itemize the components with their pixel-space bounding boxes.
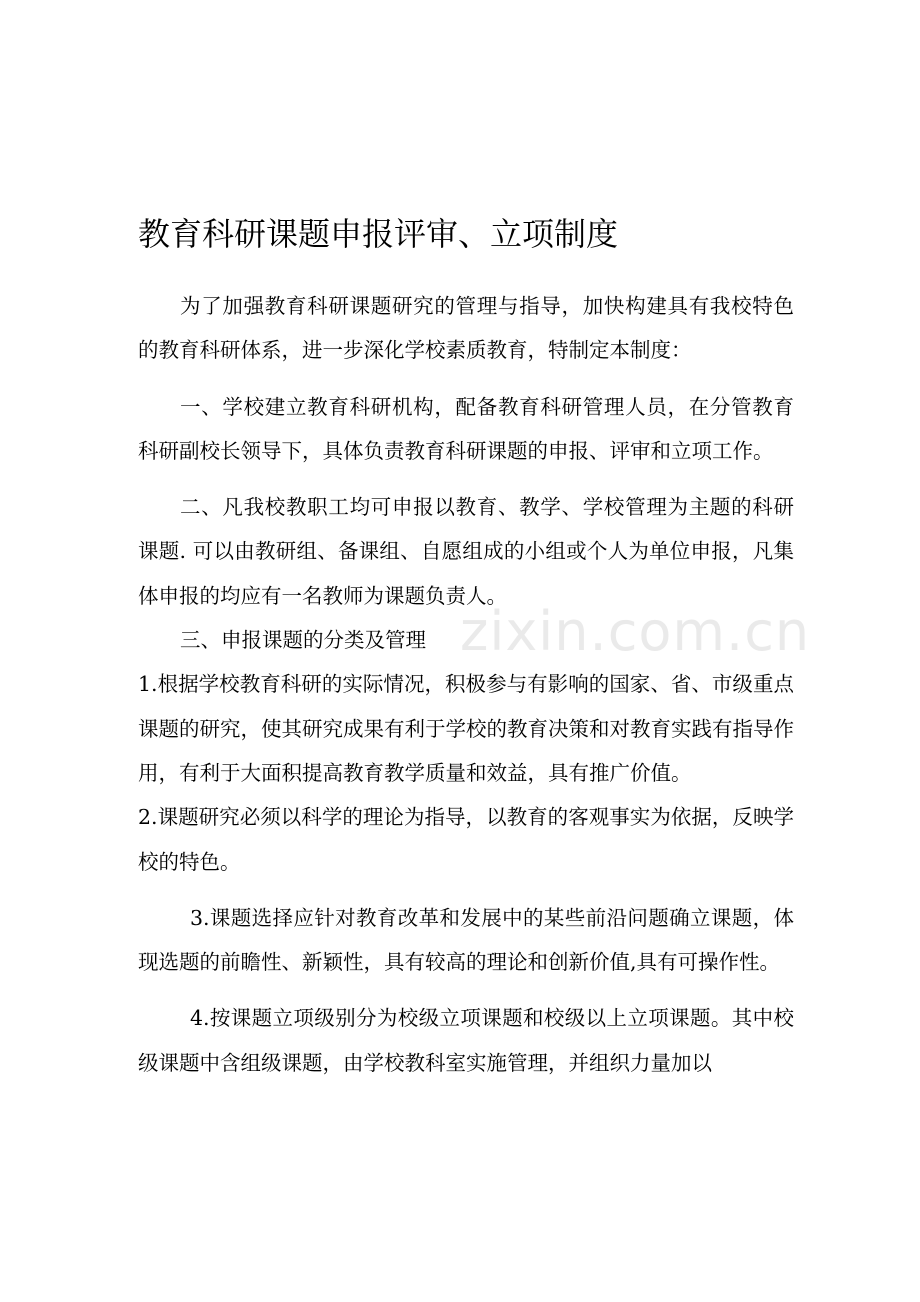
paragraph-section-3-heading: 三、申报课题的分类及管理	[180, 628, 426, 653]
watermark: zixin.com.cn	[460, 600, 811, 663]
paragraph-item-2: 2.课题研究必须以科学的理论为指导，以教育的客观事实为依据，反映学校的特色。	[138, 805, 794, 874]
document-body	[138, 284, 794, 1085]
paragraph-item-1: 1.根据学校教育科研的实际情况，积极参与有影响的国家、省、市级重点课题的研究，使其研究成果有利于学校的教育决策和对教育实践有指导作用，有利于大面积提高教育教学质量和效益，具有推广价值。	[138, 672, 794, 785]
paragraph-item-4: 4.按课题立项级别分为校级立项课题和校级以上立项课题。其中校级课题中含组级课题，由学校教科室实施管理，并组织力量加以	[138, 1006, 794, 1075]
paragraph-section-2: 二、凡我校教职工均可申报以教育、教学、学校管理为主题的科研课题. 可以由教研组、备课组、自愿组成的小组或个人为单位申报，凡集体申报的均应有一名教师为课题负责人。	[138, 495, 794, 608]
paragraph-intro: 为了加强教育科研课题研究的管理与指导，加快构建具有我校特色的教育科研体系，进一步深化学校素质教育，特制定本制度：	[138, 294, 794, 363]
paragraph-section-1: 一、学校建立教育科研机构，配备教育科研管理人员，在分管教育科研副校长领导下，具体负责教育科研课题的申报、评审和立项工作。	[138, 394, 794, 463]
document-title: 教育科研课题申报评审、立项制度	[138, 215, 619, 253]
paragraph-item-3: 3.课题选择应针对教育改革和发展中的某些前沿问题确立课题，体现选题的前瞻性、新颖性，具有较高的理论和创新价值,具有可操作性。	[138, 905, 794, 975]
